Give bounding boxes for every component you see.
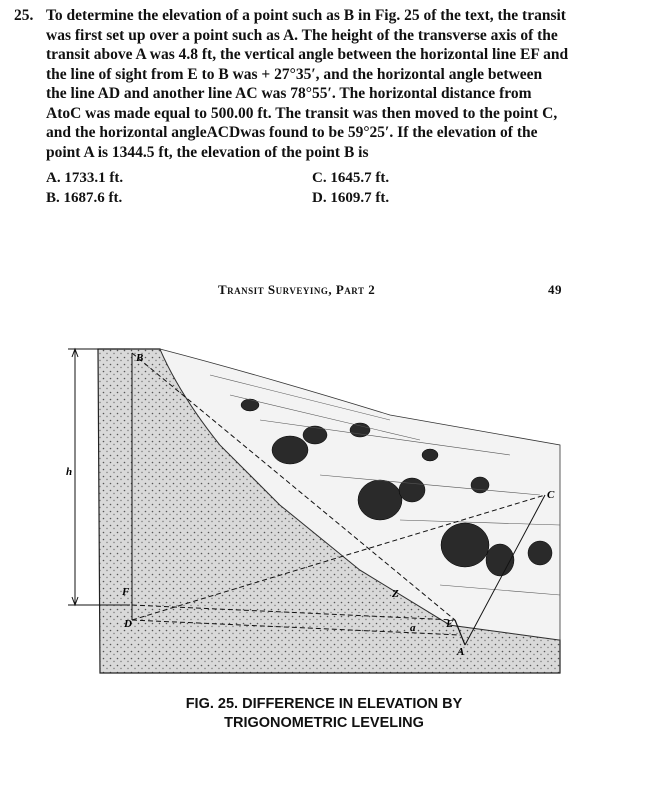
- question-line: transit above A was 4.8 ft, the vertical angle between the horizontal line EF and: [46, 46, 569, 63]
- label-b: B: [136, 352, 144, 364]
- label-a: A: [457, 646, 465, 658]
- figure-caption: [0, 695, 648, 733]
- choice-d[interactable]: D. 1609.7 ft.: [312, 190, 390, 206]
- choice-c[interactable]: C. 1645.7 ft.: [312, 170, 390, 186]
- label-a-angle: a: [410, 622, 416, 634]
- question-line: AtoC was made equal to 500.00 ft. The transit was then moved to the point C,: [46, 104, 558, 122]
- label-z: Z: [392, 588, 399, 600]
- caption-line: TRIGONOMETRIC LEVELING: [224, 715, 424, 731]
- question-line: the line AD and another line AC was 78°55′. The horizontal distance from: [46, 85, 532, 102]
- label-f: F: [122, 586, 130, 598]
- question-line: and the horizontal angleACDwas found to be 59°25′. If the elevation of the: [46, 124, 538, 141]
- question-block: [14, 6, 614, 162]
- label-d: D: [124, 618, 132, 630]
- question-line: point A is 1344.5 ft, the elevation of the point B is: [46, 143, 369, 161]
- label-e: E: [446, 618, 454, 630]
- question-line: the line of sight from E to B was + 27°35′, and the horizontal angle between: [46, 65, 543, 83]
- question-line: was first set up over a point such as A. The height of the transverse axis of the: [46, 26, 558, 44]
- question-text: [46, 6, 614, 162]
- choice-b[interactable]: B. 1687.6 ft.: [46, 190, 123, 206]
- page-number: 49: [548, 282, 562, 297]
- question-number: 25.: [14, 7, 34, 24]
- question-line: To determine the elevation of a point such as B in Fig. 25 of the text, the transit: [46, 7, 566, 24]
- survey-figure: [60, 335, 570, 680]
- caption-line: FIG. 25. DIFFERENCE IN ELEVATION BY: [185, 696, 463, 712]
- choice-a[interactable]: A. 1733.1 ft.: [46, 170, 124, 186]
- running-title: Transit Surveying, Part 2: [218, 282, 376, 297]
- label-h: h: [66, 466, 73, 478]
- label-c: C: [547, 489, 555, 501]
